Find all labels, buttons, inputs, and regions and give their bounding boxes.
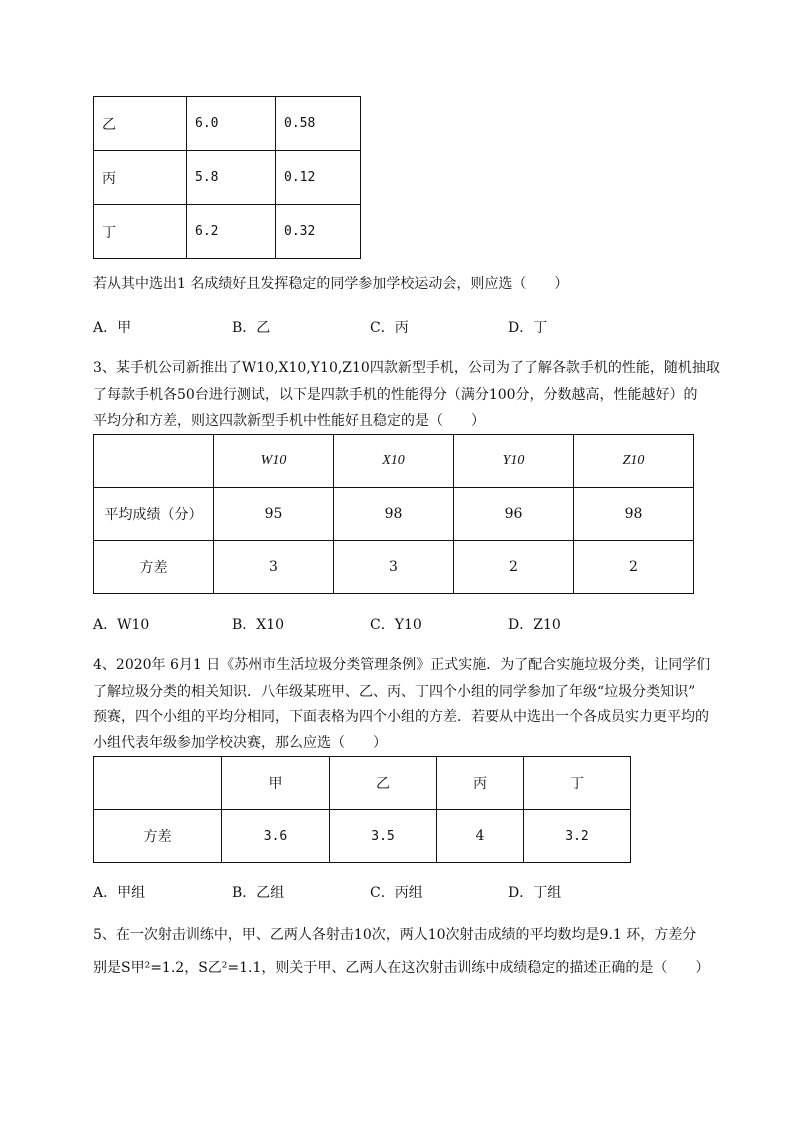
table-cell: 0.12 [276,151,361,205]
option-a: A．W10 [93,617,150,633]
table-cell: 3.6 [222,810,330,863]
question-4-line: 预赛，四个小组的平均分相同，下面表格为四个小组的方差．若要从中选出一个各成员实力更平均的 [93,709,709,725]
question-3-line: 3、某手机公司新推出了W10,X10,Y10,Z10四款新型手机，公司为了了解各款手机的性能，随机抽取 [93,360,720,376]
table-row [94,151,361,205]
question-4-line: 小组代表年级参加学校决赛，那么应选（ ） [93,735,387,751]
question-4-line: 4、2020年 6月1 日《苏州市生活垃圾分类管理条例》正式实施．为了配合实施垃圾分类，让同学们 [93,657,711,673]
table-header-cell: 乙 [330,757,437,810]
question-3-line: 了每款手机各50台进行测试，以下是四款手机的性能得分（满分100分，分数越高，性能越好）的 [93,387,698,403]
table-header-row [94,435,694,488]
table-cell: 3 [214,541,334,594]
table-cell: 6.0 [187,97,276,151]
option-c: C．Y10 [370,617,422,633]
table-header-cell: Y10 [454,435,574,488]
table-row [94,810,631,863]
table-row [94,97,361,151]
table-cell: 方差 [94,810,222,863]
table-cell: 98 [334,488,454,541]
option-d: D．Z10 [508,617,561,633]
table-cell: 96 [454,488,574,541]
question-3-options [93,614,693,634]
table-cell: 4 [437,810,524,863]
table-header-cell: 丁 [524,757,631,810]
table-cell: 方差 [94,541,214,594]
table-row [94,488,694,541]
table-cell: 乙 [94,97,187,151]
option-d: D．丁组 [508,885,562,901]
option-b: B．乙 [232,320,271,336]
table-cell: 丁 [94,205,187,259]
table-header-cell: Z10 [574,435,694,488]
table-cell: 6.2 [187,205,276,259]
scores-table-partial [93,96,361,259]
question-3-line: 平均分和方差，则这四款新型手机中性能好且稳定的是（ ） [93,413,485,429]
option-a: A．甲 [93,320,132,336]
table-header-row [94,757,631,810]
question-2-options [93,317,693,337]
table-cell: 3 [334,541,454,594]
option-c: C．丙组 [370,885,423,901]
table-row [94,205,361,259]
table-cell: 3.5 [330,810,437,863]
question-5-line: 5、在一次射击训练中，甲、乙两人各射击10次，两人10次射击成绩的平均数均是9.1 环，方差分 [93,927,697,943]
option-b: B．乙组 [232,885,285,901]
table-cell: 3.2 [524,810,631,863]
option-c: C．丙 [370,320,409,336]
phone-performance-table [93,434,694,594]
table-cell: 0.58 [276,97,361,151]
group-variance-table [93,756,631,863]
table-cell: 平均成绩（分） [94,488,214,541]
table-cell: 5.8 [187,151,276,205]
table-header-cell: W10 [214,435,334,488]
table-row [94,541,694,594]
table-cell [94,435,214,488]
table-cell: 0.32 [276,205,361,259]
question-2-stem: 若从其中选出1 名成绩好且发挥稳定的同学参加学校运动会，则应选（ ） [93,276,569,292]
question-4-options [93,882,693,902]
table-cell: 95 [214,488,334,541]
table-header-cell: 甲 [222,757,330,810]
option-a: A．甲组 [93,885,146,901]
table-cell [94,757,222,810]
option-d: D．丁 [508,320,548,336]
table-cell: 2 [454,541,574,594]
table-cell: 98 [574,488,694,541]
table-header-cell: 丙 [437,757,524,810]
table-cell: 2 [574,541,694,594]
option-b: B．X10 [232,617,285,633]
table-cell: 丙 [94,151,187,205]
table-header-cell: X10 [334,435,454,488]
question-4-line: 了解垃圾分类的相关知识．八年级某班甲、乙、丙、丁四个小组的同学参加了年级“垃圾分类知识” [93,684,696,700]
question-5-line: 别是S甲²=1.2，S乙²=1.1，则关于甲、乙两人在这次射击训练中成绩稳定的描述正确的是（ ） [93,960,710,976]
